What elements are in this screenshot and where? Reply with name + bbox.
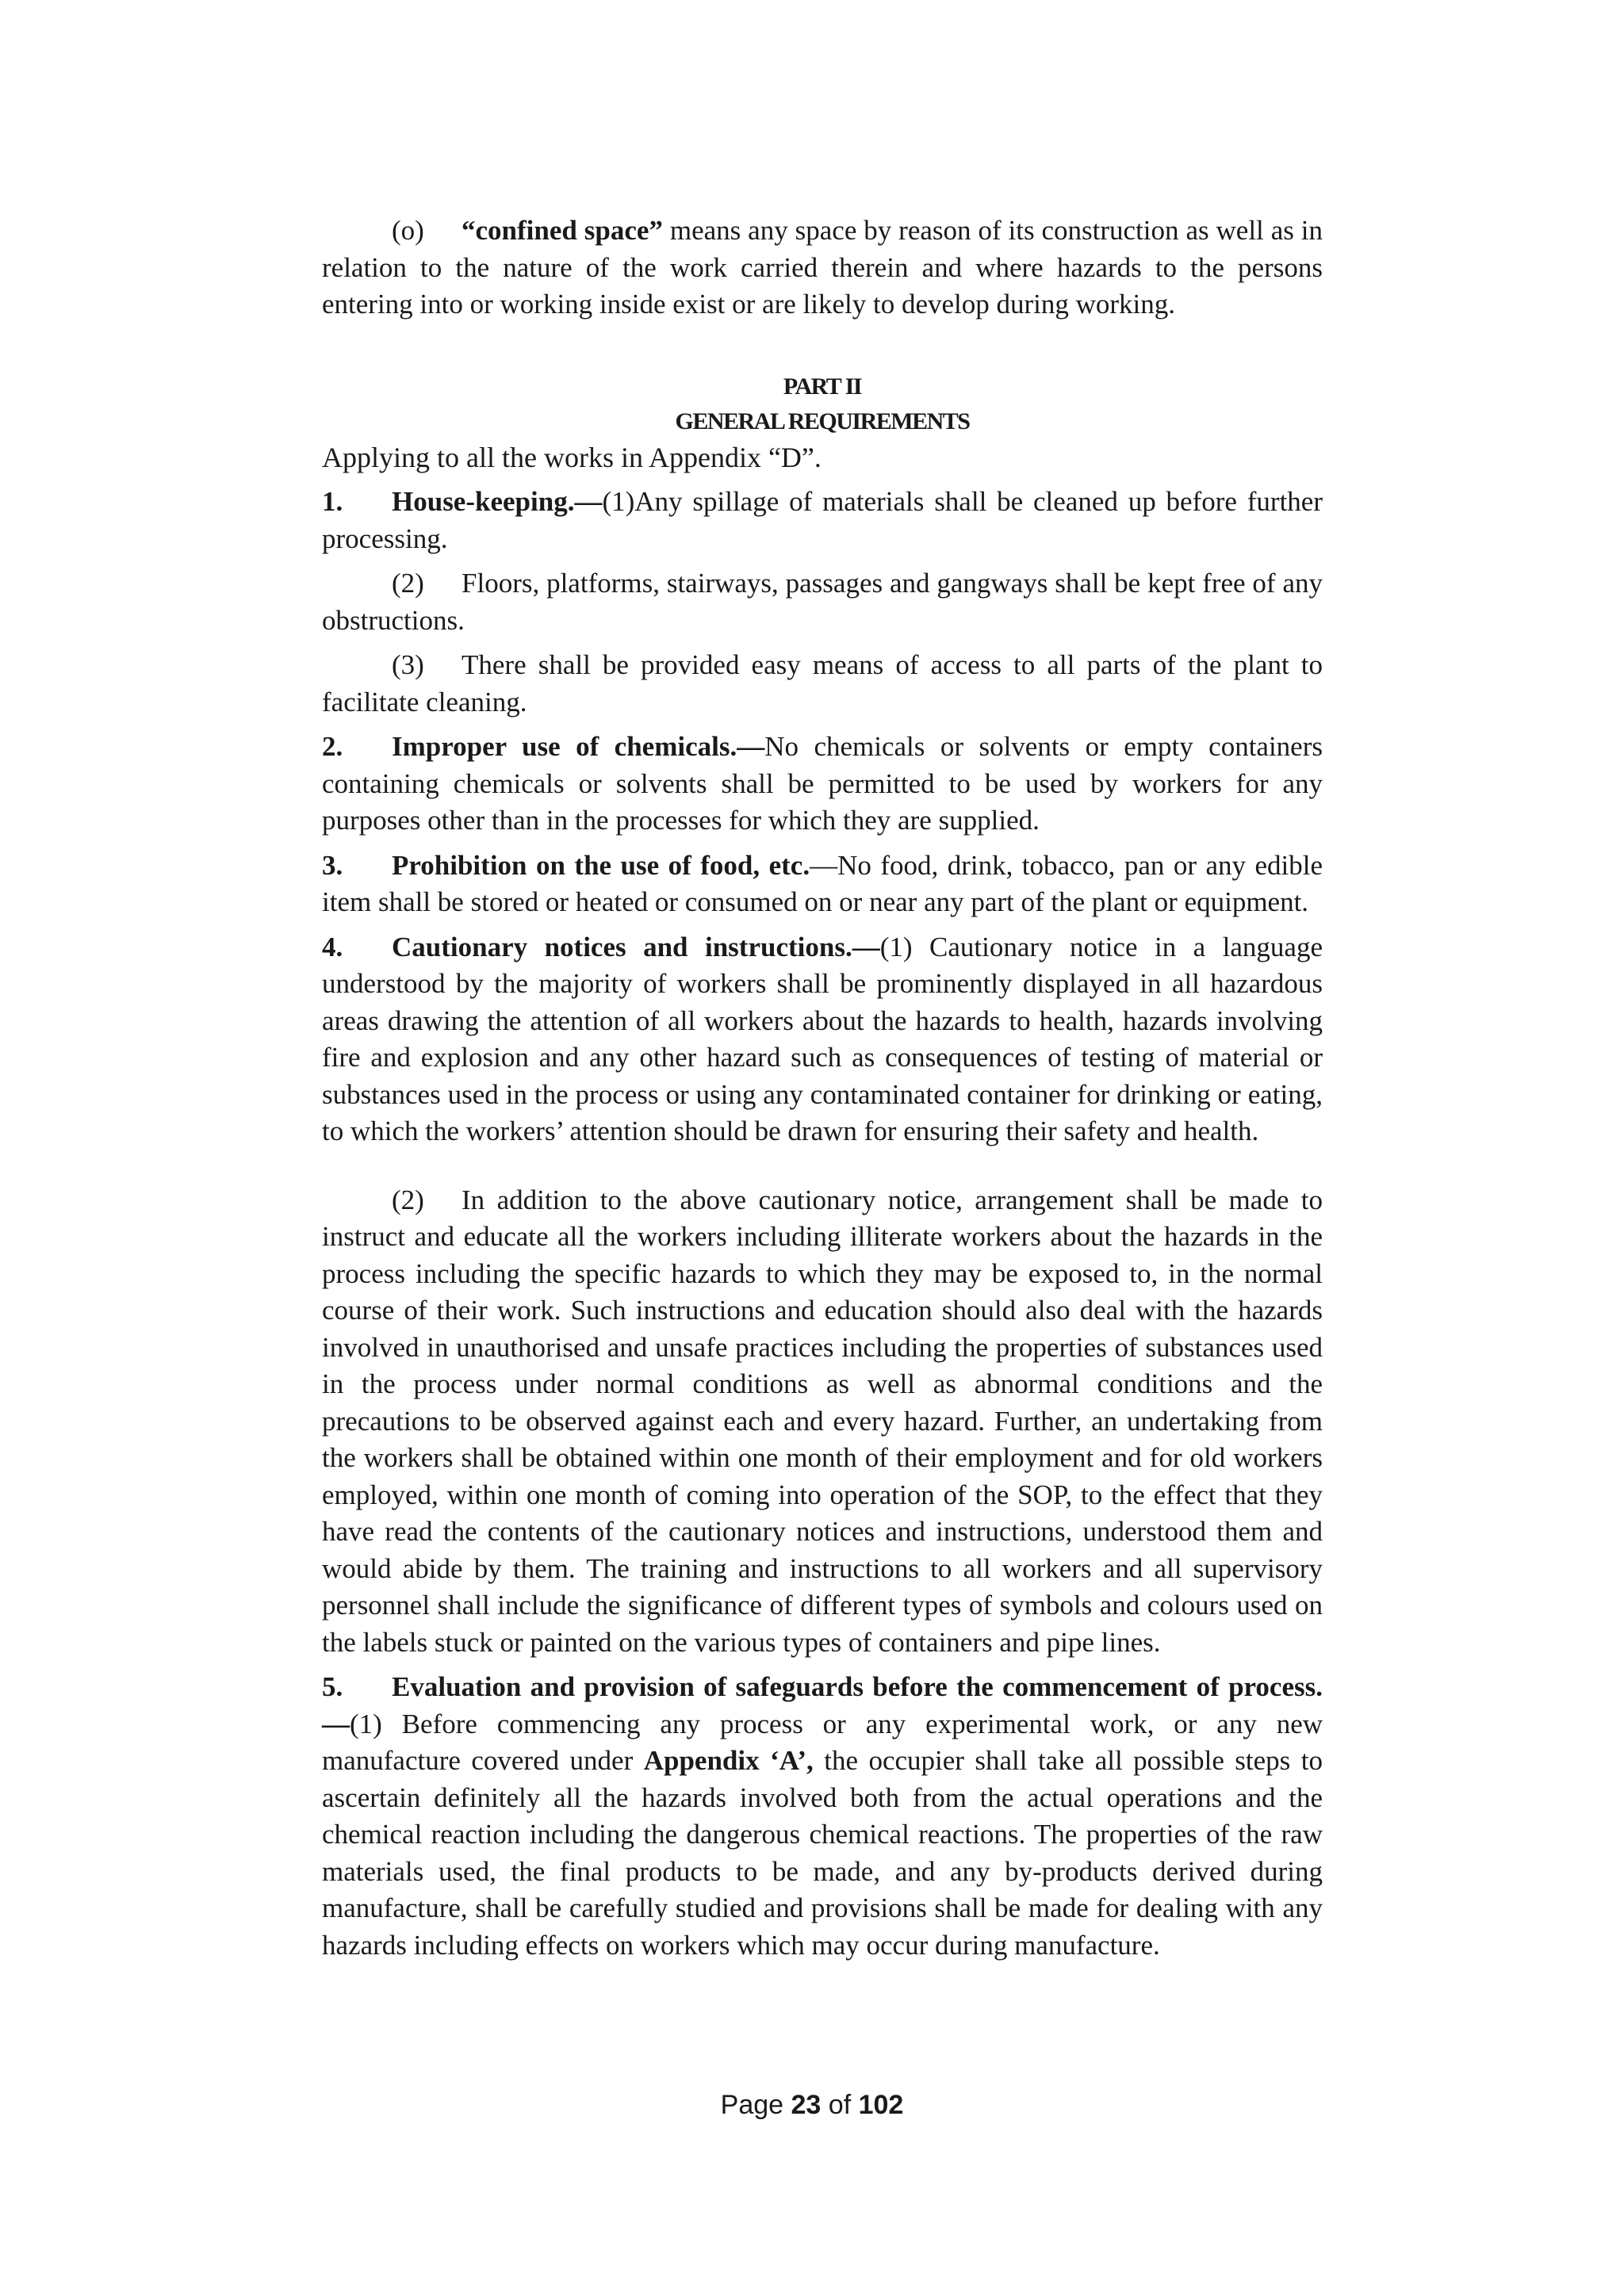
definition-term: “confined space” bbox=[462, 215, 663, 246]
sub-text: In addition to the above cautionary notice, arrangement shall be made to instruct and educate all the workers including illiterate workers about the hazards in the process including the specific hazards to which they may be exposed to, in the normal course of their work. Such instructions and education should also deal with the hazards involved in unauthorised and unsafe practices including the properties of substances used in the process under normal conditions as well as abnormal conditions and the precautions to be observed against each and every hazard. Further, an undertaking from the workers shall be obtained within one month of their employment and for old workers employed, within one month of coming into operation of the SOP, to the effect that they have read the contents of the cautionary notices and instructions, understood them and would abide by them. The training and instructions to all workers and all supervisory personnel shall include the significance of different types of symbols and colours used on the labels stuck or painted on the various types of containers and pipe lines. bbox=[322, 1184, 1323, 1658]
section-number: 1. bbox=[322, 486, 343, 517]
definition-text: means any space by reason of its construction as well as in relation to the nature of the work carried therein and where hazards to the persons entering into or working inside exist or are likely to develop during working. bbox=[322, 215, 1323, 320]
section-heading: House-keeping.— bbox=[392, 486, 603, 517]
section-1-sub-3 bbox=[322, 647, 1323, 721]
section-5 bbox=[322, 1669, 1323, 1964]
page-footer bbox=[0, 2090, 1624, 2121]
sub-marker: (2) bbox=[392, 568, 424, 599]
section-heading: Improper use of chemicals.— bbox=[392, 731, 765, 762]
section-number: 5. bbox=[322, 1671, 343, 1702]
sub-text: There shall be provided easy means of access to all parts of the plant to facilitate cleaning. bbox=[322, 649, 1323, 718]
section-1 bbox=[322, 484, 1323, 557]
section-text: (1) Cautionary notice in a language understood by the majority of workers shall be prominently displayed in all hazardous areas drawing the attention of all workers about the hazards to health, hazards involving fire and explosion and any other hazard such as consequences of testing of material or substances used in the process or using any contaminated container for drinking or eating, to which the workers’ attention should be drawn for ensuring their safety and health. bbox=[322, 931, 1323, 1146]
section-number: 4. bbox=[322, 931, 343, 962]
section-1-sub-2 bbox=[322, 565, 1323, 639]
section-text-b: the occupier shall take all possible steps to ascertain definitely all the hazards involved both from the actual operations and the chemical reaction including the dangerous chemical reactions. The properties of the raw materials used, the final products to be made, and any by-products derived during manufacture, shall be carefully studied and provisions shall be made for dealing with any hazards including effects on workers which may occur during manufacture. bbox=[322, 1745, 1323, 1961]
appendix-reference: Appendix ‘A’, bbox=[643, 1745, 814, 1776]
sub-marker: (2) bbox=[392, 1184, 424, 1215]
section-heading: Prohibition on the use of food, etc. bbox=[392, 849, 810, 881]
document-body bbox=[322, 212, 1323, 1972]
of-word: of bbox=[828, 2090, 852, 2120]
section-4-sub-2 bbox=[322, 1182, 1323, 1662]
sub-text: Floors, platforms, stairways, passages and gangways shall be kept free of any obstructions. bbox=[322, 568, 1323, 636]
section-number: 2. bbox=[322, 731, 343, 762]
definition-marker: (o) bbox=[392, 215, 424, 246]
section-number: 3. bbox=[322, 849, 343, 881]
section-text: —No food, drink, tobacco, pan or any edible item shall be stored or heated or consumed on or near any part of the plant or equipment. bbox=[322, 849, 1323, 917]
section-4 bbox=[322, 929, 1323, 1150]
section-3 bbox=[322, 848, 1323, 921]
section-text: (1)Any spillage of materials shall be cleaned up before further processing. bbox=[322, 486, 1323, 554]
section-text: No chemicals or solvents or empty containers containing chemicals or solvents shall be permitted to be used by workers for any purposes other than in the processes for which they are supplied. bbox=[322, 731, 1323, 836]
section-2 bbox=[322, 729, 1323, 840]
section-text-a: (1) Before commencing any process or any experimental work, or any new manufacture covered under bbox=[322, 1708, 1323, 1776]
definition-o bbox=[322, 212, 1323, 323]
page-word: Page bbox=[720, 2090, 784, 2120]
section-heading: Evaluation and provision of safeguards before the commencement of process.— bbox=[322, 1671, 1323, 1739]
sub-marker: (3) bbox=[392, 649, 424, 680]
part-title: PART II bbox=[783, 373, 862, 400]
section-heading: Cautionary notices and instructions.— bbox=[392, 931, 880, 962]
current-page: 23 bbox=[791, 2090, 822, 2120]
part-intro: Applying to all the works in Appendix “D”. bbox=[322, 441, 822, 473]
part-subtitle: GENERAL REQUIREMENTS bbox=[675, 408, 970, 434]
total-pages: 102 bbox=[858, 2090, 904, 2120]
